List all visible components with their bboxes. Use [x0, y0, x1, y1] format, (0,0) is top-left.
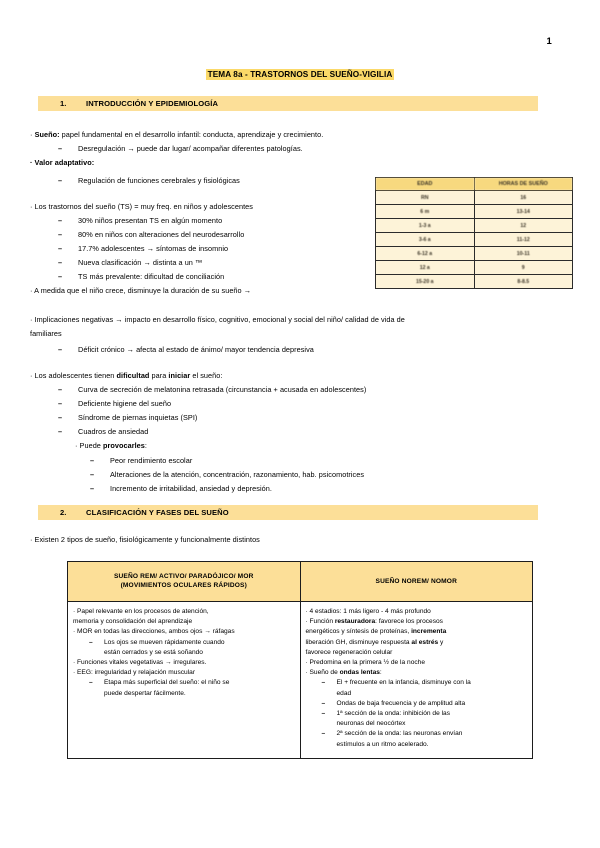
adolescentes-pre: · Los adolescentes tienen	[30, 371, 117, 380]
dash-marker: –	[90, 484, 95, 493]
table-row	[68, 602, 533, 759]
classification-intro: · Existen 2 tipos de sueño, fisiológicamente y funcionalmente distintos	[30, 535, 260, 544]
nrem-p2-l2b: incrementa	[411, 628, 447, 636]
nrem-sub-3	[306, 729, 528, 749]
nrem-sub-2-b: neuronas del neocórtex	[336, 720, 406, 728]
rem-p2-sub	[73, 638, 295, 658]
intro-sueno-rest: papel fundamental en el desarrollo infantil: conducta, aprendizaje y crecimiento.	[59, 130, 324, 139]
dash-marker: –	[58, 345, 63, 354]
dash-marker: –	[321, 679, 326, 687]
nrem-sub-2	[306, 709, 528, 729]
dash-marker: –	[58, 427, 63, 436]
intro-deficit-cronico: Déficit crónico → afecta al estado de ánimo/ mayor tendencia depresiva	[78, 345, 314, 354]
table-header-row	[376, 178, 573, 191]
column-header-nrem	[300, 562, 533, 602]
document-title	[0, 70, 600, 79]
nrem-p2-line3	[306, 638, 528, 648]
nrem-sub-0	[306, 678, 528, 698]
section-heading-2	[38, 505, 538, 520]
section-1-number: 1.	[60, 99, 67, 108]
dash-marker: –	[321, 699, 326, 707]
rem-p4-sub-a: Etapa más superficial del sueño: el niño se	[104, 679, 230, 687]
table-header-row	[68, 562, 533, 602]
cell-edad: 1-3 a	[376, 219, 475, 233]
table-row	[376, 205, 573, 219]
column-header-edad: EDAD	[376, 178, 475, 191]
cell-horas: 8-8.5	[474, 275, 573, 289]
adolescentes-bold-iniciar: iniciar	[168, 371, 191, 380]
nrem-p2-line2	[306, 627, 528, 637]
header-rem-line2: (MOVIMIENTOS OCULARES RÁPIDOS)	[120, 582, 247, 589]
nrem-p4	[306, 668, 528, 678]
nrem-sub-0-b: edad	[336, 689, 352, 697]
rem-p2-sub-b: están cerrados y se está soñando	[104, 648, 203, 656]
adolescentes-bold-dificultad: dificultad	[116, 371, 150, 380]
section-2-label: CLASIFICACIÓN Y FASES DEL SUEÑO	[86, 508, 229, 517]
header-rem-line1: SUEÑO REM/ ACTIVO/ PARADÓJICO/ MOR	[113, 573, 254, 580]
dash-marker: –	[58, 413, 63, 422]
cell-edad: 12 a	[376, 261, 475, 275]
dash-marker: –	[90, 456, 95, 465]
rem-p4-sub	[73, 678, 295, 698]
rem-p1b: memoria y consolidación del aprendizaje	[73, 618, 193, 626]
dash-marker: –	[58, 144, 63, 153]
adolescentes-post: el sueño:	[190, 371, 223, 380]
adol-bullet-0: Curva de secreción de melatonina retrasada (circunstancia + acusada en adolescentes)	[78, 385, 367, 394]
cell-edad: 3-6 a	[376, 233, 475, 247]
cell-edad: RN	[376, 191, 475, 205]
intro-valor-adaptativo-text: · Valor adaptativo:	[30, 158, 95, 167]
nrem-p2-bold: restauradora	[334, 618, 376, 626]
document-title-text: TEMA 8a - TRASTORNOS DEL SUEÑO-VIGILIA	[207, 70, 393, 79]
adolescentes-mid: para	[149, 371, 169, 380]
dash-marker: –	[58, 272, 63, 281]
intro-sueno-bold: Sueño:	[34, 130, 60, 139]
nrem-sub-2-a: 1ª sección de la onda: inhibición de las	[336, 710, 451, 718]
rem-p2: · MOR en todas las direcciones, ambos ojos → ráfagas	[73, 628, 235, 636]
cell-rem-content	[68, 602, 301, 759]
cell-horas: 12	[474, 219, 573, 233]
cell-edad: 6-12 a	[376, 247, 475, 261]
nrem-p2-l3c: y	[438, 638, 444, 646]
column-header-rem	[68, 562, 301, 602]
intro-bullet-3: Nueva clasificación → distinta a un ™	[78, 258, 203, 267]
nrem-p2-l3b: al estrés	[411, 638, 439, 646]
intro-implicaciones-line1: · Implicaciones negativas → impacto en desarrollo físico, cognitivo, emocional y social del niño/ calidad de vida de	[30, 315, 405, 324]
dash-marker: –	[89, 679, 93, 687]
dash-marker: –	[58, 258, 63, 267]
nrem-sub-3-a: 2ª sección de la onda: las neuronas envían	[336, 730, 463, 738]
sleep-hours-table	[375, 177, 573, 289]
section-1-label: INTRODUCCIÓN Y EPIDEMIOLOGÍA	[86, 99, 219, 108]
section-heading-1	[38, 96, 538, 111]
intro-adolescentes-dificultad	[30, 371, 222, 380]
dash-marker: –	[321, 710, 326, 718]
intro-trastornos-freq: · Los trastornos del sueño (TS) = muy freq. en niños y adolescentes	[30, 202, 253, 211]
rem-p4: · EEG: irregularidad y relajación muscular	[73, 669, 196, 677]
intro-bullet-1: 80% en niños con alteraciones del neurodesarrollo	[78, 230, 245, 239]
page-number: 1	[546, 36, 552, 47]
provoca-post: :	[144, 441, 147, 450]
dash-marker: –	[58, 216, 63, 225]
nrem-p1: · 4 estadios: 1 más ligero - 4 más profundo	[305, 608, 431, 615]
dash-marker: –	[58, 244, 63, 253]
adol-bullet-2: Síndrome de piernas inquietas (SPI)	[78, 413, 198, 422]
table-row	[376, 261, 573, 275]
cell-edad: 6 m	[376, 205, 475, 219]
provoca-bullet-0: Peor rendimiento escolar	[110, 456, 193, 465]
intro-bullet-0: 30% niños presentan TS en algún momento	[78, 216, 223, 225]
nrem-p2-line1	[306, 617, 528, 627]
table-row	[376, 191, 573, 205]
intro-valor-adaptativo	[30, 158, 94, 167]
cell-horas: 16	[474, 191, 573, 205]
table-row	[376, 233, 573, 247]
nrem-p2-l2a: energéticos y síntesis de proteínas,	[305, 628, 412, 636]
dash-marker: –	[89, 638, 93, 646]
intro-duracion-sueno: · A medida que el niño crece, disminuye la duración de su sueño →	[30, 286, 252, 295]
dash-marker: –	[90, 470, 95, 479]
dash-marker: –	[58, 230, 63, 239]
cell-horas: 10-11	[474, 247, 573, 261]
cell-horas: 11-12	[474, 233, 573, 247]
bullet-mark: ·	[30, 130, 35, 139]
nrem-p3: · Predomina en la primera ½ de la noche	[305, 659, 425, 667]
dash-marker: –	[58, 399, 63, 408]
adol-puede-provocarles	[75, 441, 147, 450]
nrem-sub-3-b: estímulos a un ritmo acelerado.	[336, 740, 429, 748]
cell-nrem-content	[300, 602, 533, 759]
table-row	[376, 219, 573, 233]
rem-p4-sub-b: puede despertar fácilmente.	[104, 689, 186, 697]
intro-sueno-line	[30, 130, 323, 139]
table-row	[376, 275, 573, 289]
nrem-p4-bold: ondas lentas	[339, 669, 380, 677]
adol-bullet-1: Deficiente higiene del sueño	[78, 399, 172, 408]
intro-desregulacion: Desregulación → puede dar lugar/ acompañar diferentes patologías.	[78, 144, 303, 153]
column-header-horas: HORAS DE SUEÑO	[474, 178, 573, 191]
cell-edad: 15-20 a	[376, 275, 475, 289]
intro-implicaciones-line2: familiares	[30, 329, 62, 338]
dash-marker: –	[58, 385, 63, 394]
dash-marker: –	[58, 176, 63, 185]
provoca-bullet-1: Alteraciones de la atención, concentración, razonamiento, hab. psicomotrices	[110, 470, 365, 479]
rem-p3: · Funciones vitales vegetativas → irregulares.	[73, 659, 207, 667]
nrem-p2-pre: · Función	[305, 618, 335, 626]
cell-horas: 13-14	[474, 205, 573, 219]
intro-bullet-4: TS más prevalente: dificultad de conciliación	[78, 272, 225, 281]
table-row	[376, 247, 573, 261]
nrem-p2-line4: favorece regeneración celular	[305, 648, 393, 656]
rem-p2-sub-a: Los ojos se mueven rápidamente cuando	[104, 638, 225, 646]
nrem-sub-0-a: El + frecuente en la infancia, disminuye con la	[336, 679, 471, 687]
rem-p1a: · Papel relevante en los procesos de atención,	[73, 608, 209, 615]
dash-marker: –	[321, 730, 326, 738]
provoca-bullet-2: Incremento de irritabilidad, ansiedad y depresión.	[110, 484, 272, 493]
intro-bullet-2: 17.7% adolescentes → síntomas de insomnio	[78, 244, 229, 253]
nrem-p4-post: :	[379, 669, 382, 677]
nrem-sub-1-a: Ondas de baja frecuencia y de amplitud alta	[336, 699, 466, 707]
provoca-pre: · Puede	[75, 441, 103, 450]
sleep-classification-table	[67, 561, 533, 759]
nrem-p2-post: : favorece los procesos	[375, 618, 443, 626]
nrem-p4-pre: · Sueño de	[305, 669, 340, 677]
section-2-number: 2.	[60, 508, 67, 517]
intro-regulacion-funciones: Regulación de funciones cerebrales y fisiológicas	[78, 176, 240, 185]
adol-bullet-3: Cuadros de ansiedad	[78, 427, 149, 436]
cell-horas: 9	[474, 261, 573, 275]
header-nrem-line1: SUEÑO NOREM/ NOMOR	[375, 577, 457, 585]
nrem-p2-l3a: liberación GH, disminuye respuesta	[305, 638, 412, 646]
nrem-sub-1	[306, 699, 528, 709]
provoca-bold: provocarles	[102, 441, 145, 450]
